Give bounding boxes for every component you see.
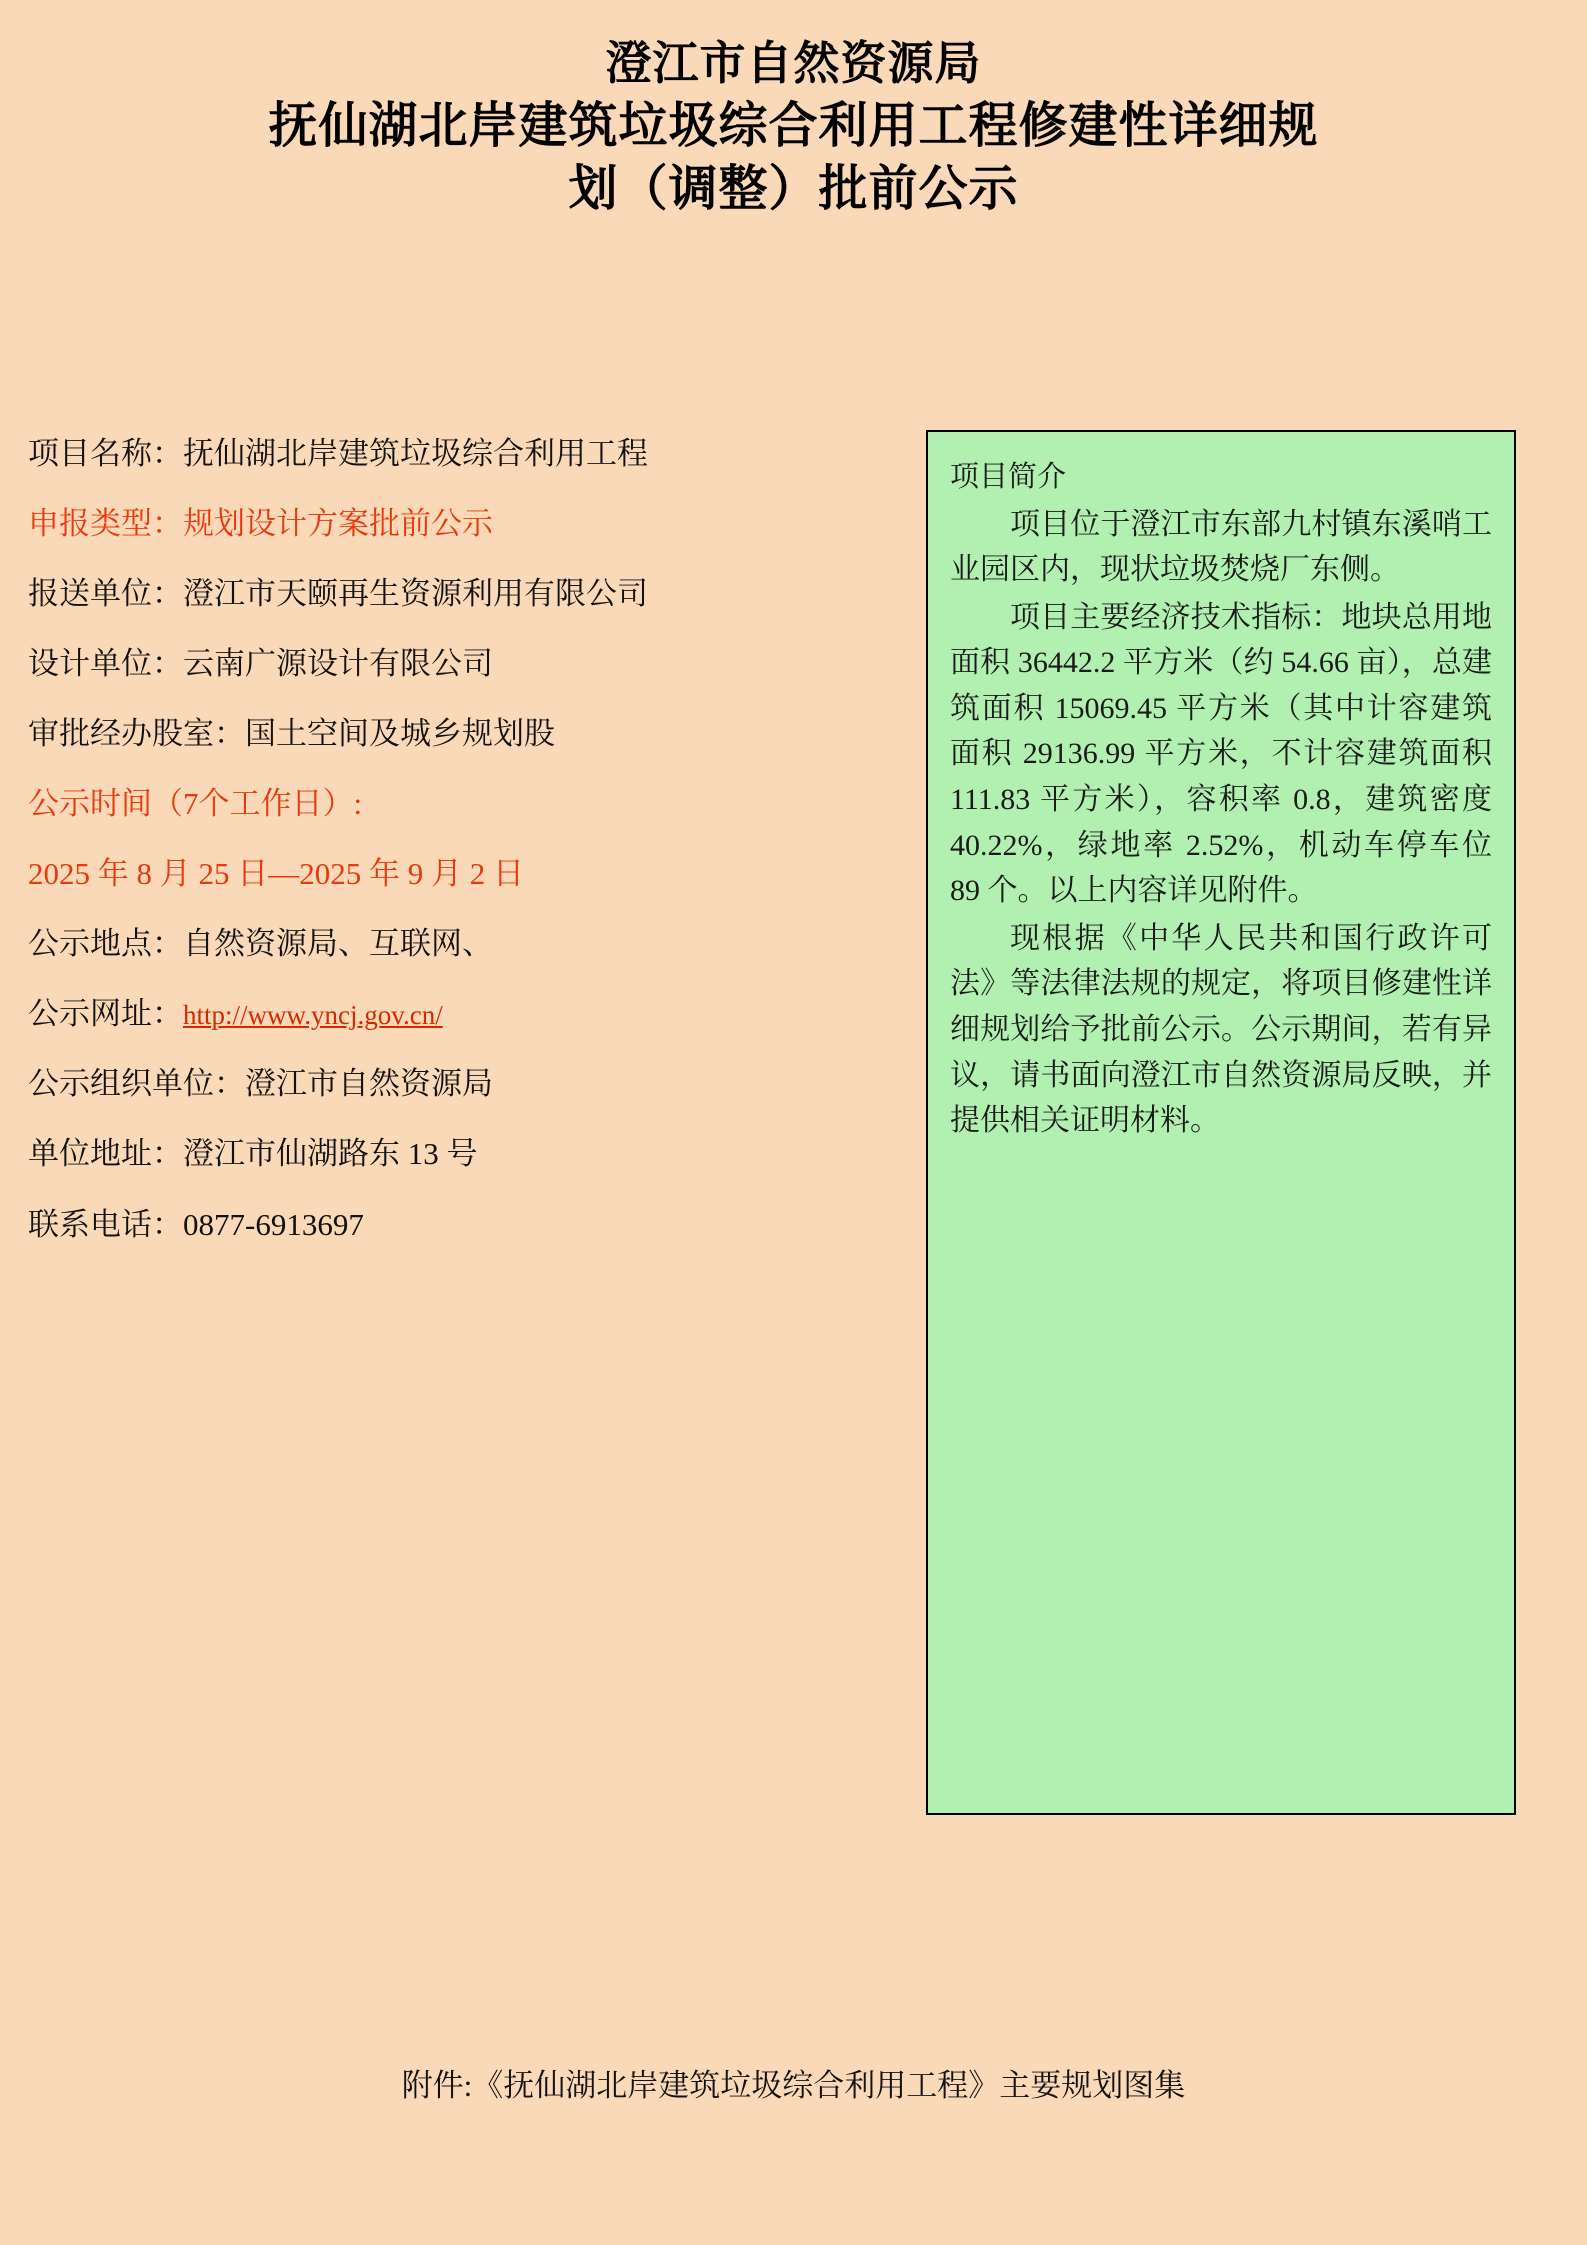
field-organizer	[28, 1060, 918, 1108]
field-phone-value: 0877-6913697	[183, 1206, 364, 1242]
field-submitting-unit-label: 报送单位：	[28, 576, 183, 612]
title-line-2: 抚仙湖北岸建筑垃圾综合利用工程修建性详细规	[268, 97, 1319, 153]
page-title	[0, 0, 1587, 221]
field-project-name-value: 抚仙湖北岸建筑垃圾综合利用工程	[183, 436, 648, 471]
field-address-label: 单位地址：	[28, 1136, 183, 1172]
field-publicity-place-label: 公示地点：	[28, 926, 183, 962]
field-address	[28, 1130, 918, 1178]
field-publicity-place-value: 自然资源局、互联网、	[183, 926, 493, 962]
field-publicity-website	[28, 990, 918, 1038]
field-design-unit-value: 云南广源设计有限公司	[183, 646, 493, 682]
project-intro-paragraph-2: 项目主要经济技术指标：地块总用地面积 36442.2 平方米（约 54.66 亩），总建筑面积 15069.45 平方米（其中计容建筑面积 29136.99 平方米，不计容建筑面积 111.83 平方米），容积率 0.8，建筑密度 40.22%，绿地率 2.52%，机动车停车位 89 个。以上内容详见附件。	[950, 600, 1492, 908]
field-publicity-place	[28, 920, 918, 968]
field-declaration-type-value: 规划设计方案批前公示	[183, 506, 493, 542]
project-intro-column	[926, 430, 1526, 1815]
title-line-3: 划（调整）批前公示	[568, 161, 1019, 217]
field-publicity-period-label-row	[28, 780, 918, 828]
field-submitting-unit	[28, 570, 918, 618]
project-intro-paragraph-3: 现根据《中华人民共和国行政许可法》等法律法规的规定，将项目修建性详细规划给予批前公示。公示期间，若有异议，请书面向澄江市自然资源局反映，并提供相关证明材料。	[950, 921, 1492, 1138]
attachment-note: 附件:《抚仙湖北岸建筑垃圾综合利用工程》主要规划图集	[401, 2068, 1186, 2103]
field-phone-label: 联系电话：	[28, 1206, 183, 1242]
field-design-unit-label: 设计单位：	[28, 646, 183, 682]
field-organizer-value: 澄江市自然资源局	[245, 1066, 493, 1102]
field-address-value: 澄江市仙湖路东 13 号	[183, 1136, 478, 1172]
field-submitting-unit-value: 澄江市天颐再生资源利用有限公司	[183, 576, 648, 612]
project-intro-heading: 项目简介	[950, 461, 1067, 493]
field-approval-department	[28, 710, 918, 758]
field-approval-department-value: 国土空间及城乡规划股	[245, 716, 555, 752]
publicity-website-link[interactable]: http://www.yncj.gov.cn/	[183, 1000, 443, 1031]
field-declaration-type-label: 申报类型：	[28, 506, 183, 542]
field-organizer-label: 公示组织单位：	[28, 1066, 245, 1102]
field-publicity-website-label: 公示网址：	[28, 996, 183, 1032]
field-project-name-label: 项目名称：	[28, 436, 183, 471]
field-publicity-period-label: 公示时间（7个工作日）:	[28, 786, 363, 822]
field-phone	[28, 1201, 918, 1249]
field-design-unit	[28, 640, 918, 688]
project-intro-paragraph-1: 项目位于澄江市东部九村镇东溪哨工业园区内，现状垃圾焚烧厂东侧。	[950, 507, 1492, 587]
field-project-name	[28, 430, 918, 478]
project-intro-box	[926, 430, 1516, 1815]
title-line-1: 澄江市自然资源局	[605, 38, 982, 89]
project-info-list	[28, 430, 918, 1271]
field-publicity-period-dates	[28, 850, 918, 898]
field-declaration-type	[28, 500, 918, 548]
content-area	[0, 430, 1587, 1815]
field-approval-department-label: 审批经办股室：	[28, 716, 245, 752]
field-publicity-period-value: 2025 年 8 月 25 日—2025 年 9 月 2 日	[28, 856, 524, 892]
